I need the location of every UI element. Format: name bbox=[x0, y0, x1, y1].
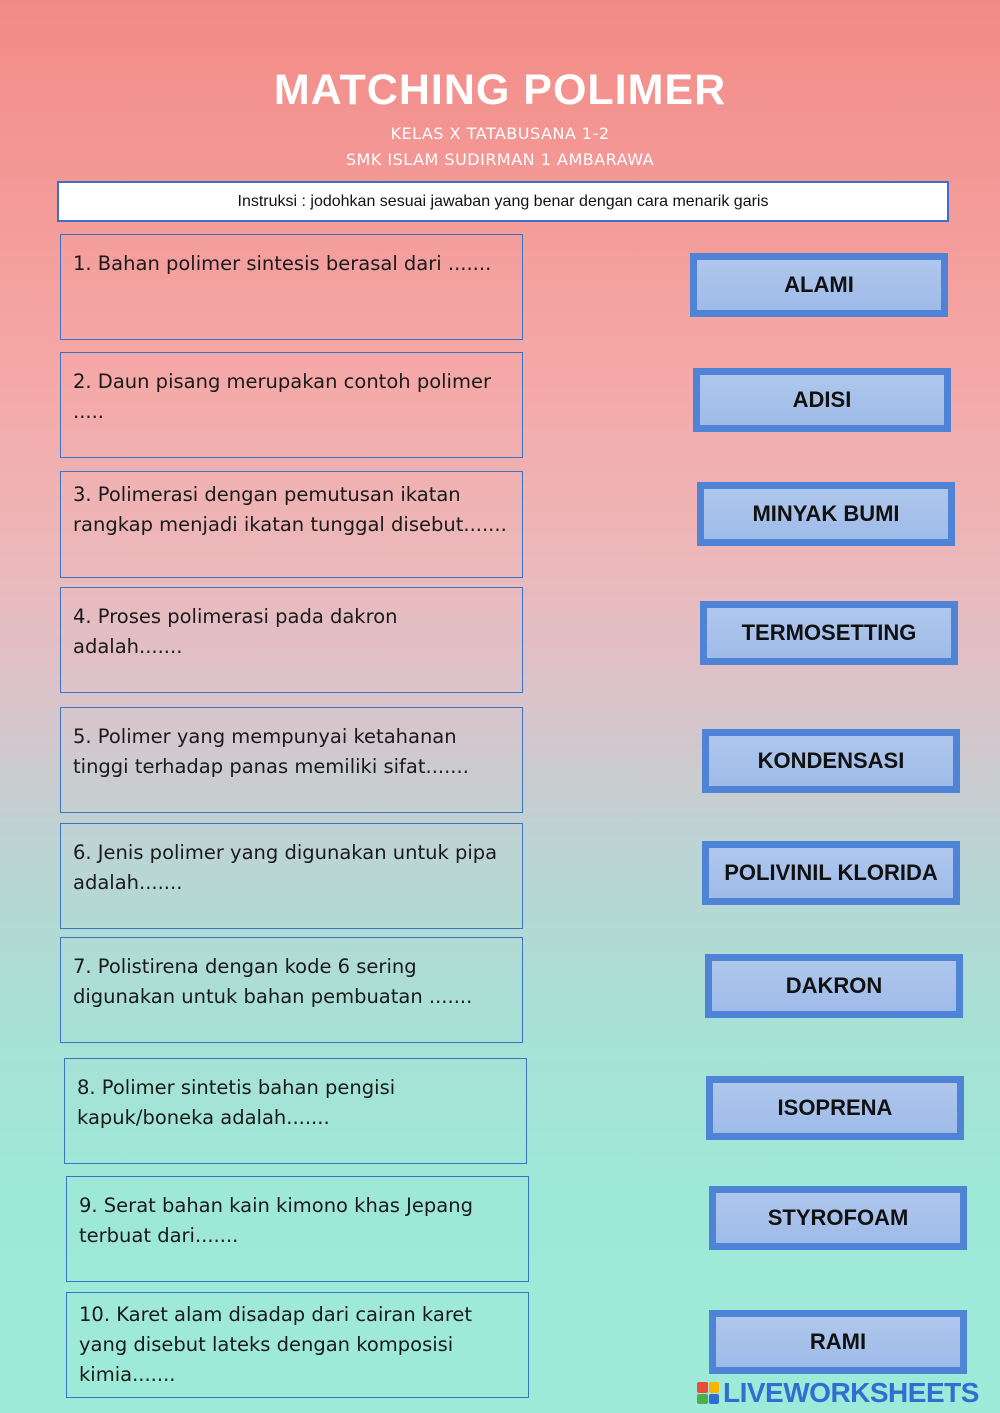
instruction-box: Instruksi : jodohkan sesuai jawaban yang benar dengan cara menarik garis bbox=[57, 181, 949, 222]
answer-box-minyak-bumi[interactable] bbox=[697, 482, 955, 546]
question-text: 5. Polimer yang mempunyai ketahanan tinggi terhadap panas memiliki sifat....... bbox=[73, 725, 469, 778]
question-box-3[interactable] bbox=[60, 471, 523, 578]
answer-box-kondensasi[interactable] bbox=[702, 729, 960, 793]
liveworksheets-logo-icon bbox=[697, 1382, 719, 1404]
answer-box-isoprena[interactable] bbox=[706, 1076, 964, 1140]
question-box-4[interactable] bbox=[60, 587, 523, 693]
answer-label: POLIVINIL KLORIDA bbox=[709, 848, 953, 898]
question-box-6[interactable] bbox=[60, 823, 523, 929]
question-box-1[interactable] bbox=[60, 234, 523, 340]
answer-label: ADISI bbox=[700, 375, 944, 425]
question-text: 3. Polimerasi dengan pemutusan ikatan rangkap menjadi ikatan tunggal disebut....... bbox=[73, 483, 507, 536]
question-text: 9. Serat bahan kain kimono khas Jepang terbuat dari....... bbox=[79, 1194, 473, 1247]
subtitle-class: KELAS X TATABUSANA 1-2 bbox=[390, 124, 610, 143]
question-box-8[interactable] bbox=[64, 1058, 527, 1164]
question-text: 10. Karet alam disadap dari cairan karet yang disebut lateks dengan komposisi kimia....... bbox=[79, 1303, 473, 1386]
answer-box-polivinil-klorida[interactable] bbox=[702, 841, 960, 905]
question-box-2[interactable] bbox=[60, 352, 523, 458]
question-box-7[interactable] bbox=[60, 937, 523, 1043]
answer-label: RAMI bbox=[716, 1317, 960, 1367]
question-text: 6. Jenis polimer yang digunakan untuk pipa adalah....... bbox=[73, 841, 498, 894]
question-text: 2. Daun pisang merupakan contoh polimer ..... bbox=[73, 370, 491, 423]
brand-text: LIVEWORKSHEETS bbox=[723, 1377, 979, 1408]
question-text: 4. Proses polimerasi pada dakron adalah....... bbox=[73, 605, 398, 658]
answer-box-alami[interactable] bbox=[690, 253, 948, 317]
subtitle-school: SMK ISLAM SUDIRMAN 1 AMBARAWA bbox=[345, 150, 655, 169]
page-title: MATCHING POLIMER bbox=[273, 66, 727, 114]
answer-box-dakron[interactable] bbox=[705, 954, 963, 1018]
question-text: 1. Bahan polimer sintesis berasal dari ....... bbox=[73, 252, 492, 275]
question-text: 8. Polimer sintetis bahan pengisi kapuk/boneka adalah....... bbox=[77, 1076, 396, 1129]
answer-label: ISOPRENA bbox=[713, 1083, 957, 1133]
answer-label: ALAMI bbox=[697, 260, 941, 310]
liveworksheets-brand bbox=[697, 1378, 979, 1408]
answer-label: STYROFOAM bbox=[716, 1193, 960, 1243]
question-text: 7. Polistirena dengan kode 6 sering digunakan untuk bahan pembuatan ....... bbox=[73, 955, 473, 1008]
answer-box-termosetting[interactable] bbox=[700, 601, 958, 665]
answer-label: KONDENSASI bbox=[709, 736, 953, 786]
question-box-9[interactable] bbox=[66, 1176, 529, 1282]
answer-box-styrofoam[interactable] bbox=[709, 1186, 967, 1250]
question-box-5[interactable] bbox=[60, 707, 523, 813]
answer-box-rami[interactable] bbox=[709, 1310, 967, 1374]
question-box-10[interactable] bbox=[66, 1292, 529, 1398]
answer-label: DAKRON bbox=[712, 961, 956, 1011]
answer-label: MINYAK BUMI bbox=[704, 489, 948, 539]
answer-box-adisi[interactable] bbox=[693, 368, 951, 432]
answer-label: TERMOSETTING bbox=[707, 608, 951, 658]
